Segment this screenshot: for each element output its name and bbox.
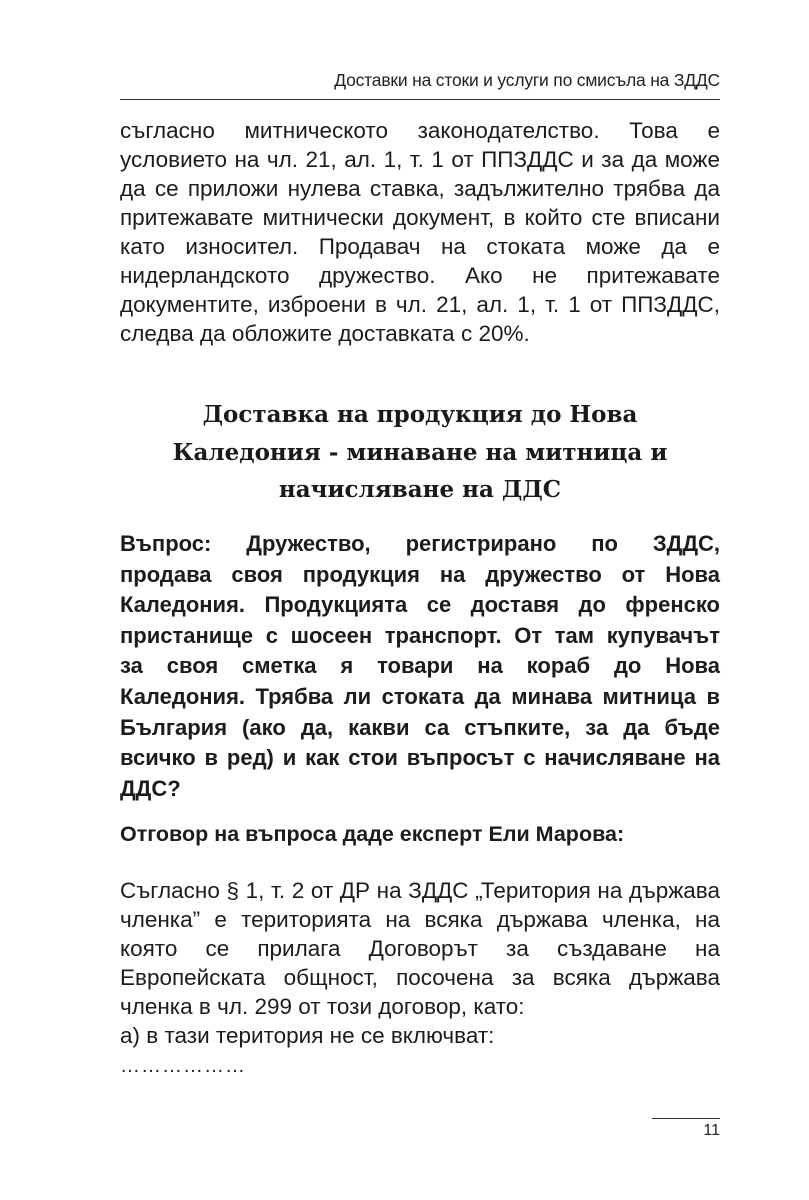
answer-paragraph — [120, 876, 720, 1050]
answer-line: Съгласно § 1, т. 2 от ДР на ЗДДС „Територия на държава — [120, 878, 720, 903]
footer-rule — [652, 1118, 720, 1119]
answer-line: която се прилага Договорът за създаване на — [120, 936, 720, 961]
text-line: съгласно митническото законодателство. Това е — [120, 118, 720, 143]
question-line: Въпрос: Дружество, регистрирано по ЗДДС, — [120, 531, 720, 556]
question-line: продава своя продукция на дружество от Нова — [120, 561, 720, 587]
intro-paragraph — [120, 116, 720, 348]
running-header: Доставки на стоки и услуги по смисъла на ЗДДС — [334, 70, 720, 90]
text-line: притежавате митнически документ, в който сте вписани — [120, 205, 720, 230]
question-line: пристанище с шосеен транспорт. От там купувачът — [120, 622, 720, 648]
question-line: всичко в ред) и как стои въпросът с начисляване на — [120, 745, 720, 771]
text-line: следва да обложите доставката с 20%. — [120, 321, 530, 346]
text-line: като износител. Продавач на стоката може да е — [120, 234, 720, 259]
answer-line: членка в чл. 299 от този договор, като: — [120, 994, 525, 1019]
text-line: документите, изброени в чл. 21, ал. 1, т. 1 от ППЗДДС, — [120, 292, 720, 317]
text-line: условието на чл. 21, ал. 1, т. 1 от ППЗДДС и за да може — [120, 147, 720, 172]
answer-heading: Отговор на въпроса даде експерт Ели Марова: — [120, 822, 625, 846]
title-line: Каледония - минаване на митница и — [172, 438, 668, 466]
section-title — [120, 396, 720, 509]
title-line: начисляване на ДДС — [278, 476, 562, 503]
text-line: да се приложи нулева ставка, задължително трябва да — [120, 176, 720, 201]
question-line: ДДС? — [120, 775, 181, 801]
question-line: Каледония. Трябва ли стоката да минава митница в — [120, 683, 720, 709]
title-line: Доставка на продукция до Нова — [202, 401, 638, 428]
page-number: 11 — [703, 1122, 720, 1139]
question-paragraph — [120, 529, 720, 804]
text-line: нидерландското дружество. Ако не притежавате — [120, 263, 720, 288]
answer-line: Европейската общност, посочена за всяка държава — [120, 965, 720, 990]
header-rule — [120, 99, 720, 100]
question-line: за своя сметка я товари на кораб до Нова — [120, 653, 720, 679]
question-line: Каледония. Продукцията се доставя до френско — [120, 592, 720, 618]
answer-line: а) в тази територия не се включват: — [120, 1023, 495, 1048]
ellipsis-omission: ……………… — [120, 1055, 246, 1077]
question-line: България (ако да, какви са стъпките, за да бъде — [120, 714, 720, 740]
answer-line: членка” е територията на всяка държава членка, на — [120, 907, 720, 932]
